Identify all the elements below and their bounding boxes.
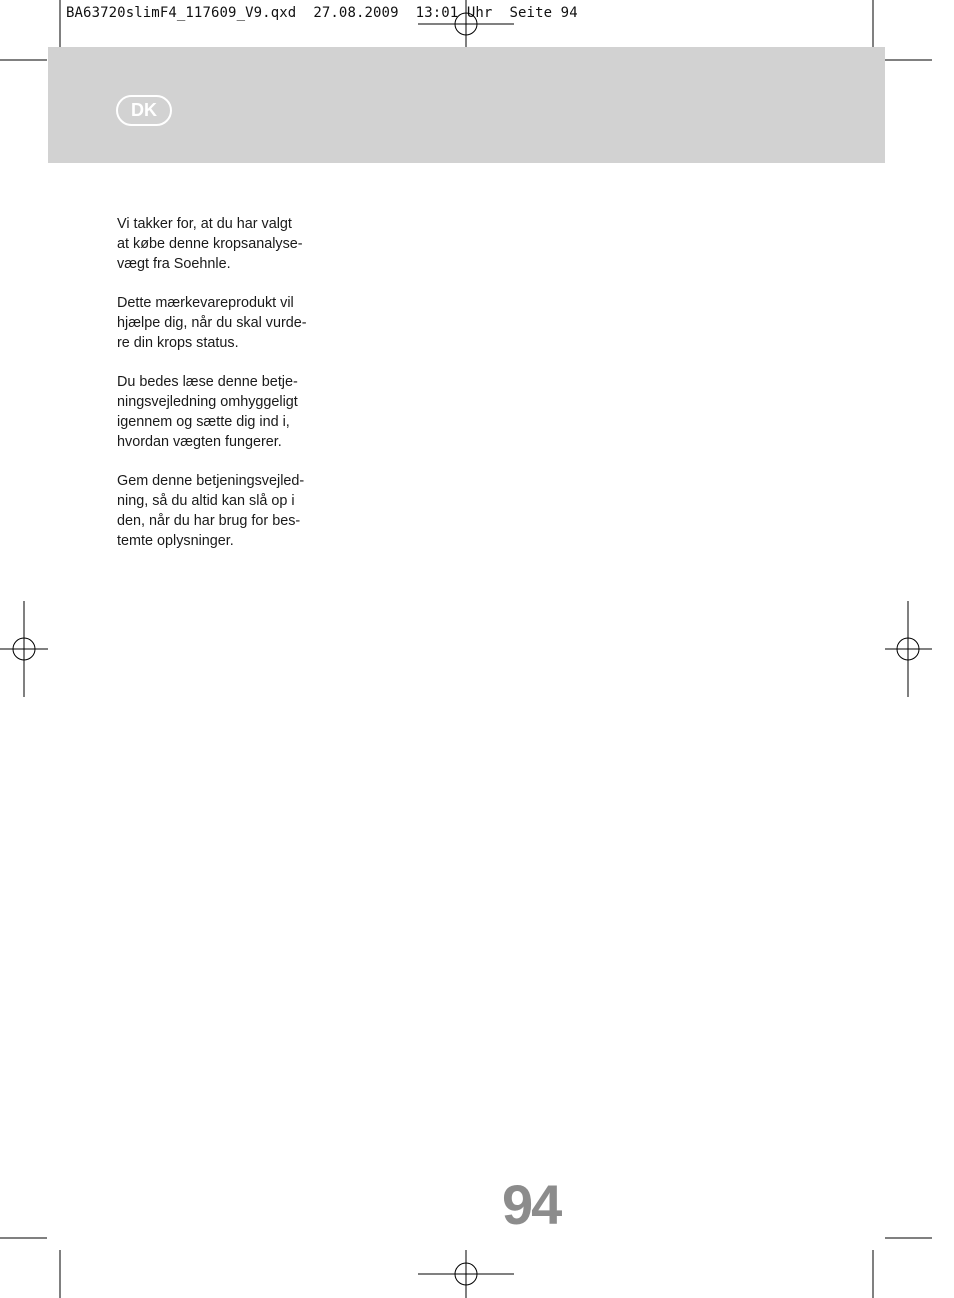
text-line: hvordan vægten fungerer.	[117, 433, 282, 450]
file-slug-line: BA63720slimF4_117609_V9.qxd 27.08.2009 13:01 Uhr Seite 94	[66, 5, 578, 21]
text-line: igennem og sætte dig ind i,	[117, 413, 290, 430]
text-line: Dette mærkevareprodukt vil	[117, 295, 294, 312]
text-line: ningsvejledning omhyggeligt	[117, 394, 298, 411]
text-line: hjælpe dig, når du skal vurde-	[117, 314, 307, 331]
registration-mark-right	[885, 601, 932, 697]
text-line: Vi takker for, at du har valgt	[117, 216, 292, 232]
text-line: ning, så du altid kan slå op i	[117, 493, 295, 510]
text-line: at købe denne kropsanalyse-	[117, 235, 303, 252]
text-line: Gem denne betjeningsvejled-	[117, 473, 305, 490]
registration-mark-top	[418, 0, 514, 47]
text-line: vægt fra Soehnle.	[117, 255, 231, 272]
text-line: re din krops status.	[117, 334, 239, 351]
registration-mark-bottom	[418, 1250, 514, 1298]
text-line: temte oplysninger.	[117, 532, 234, 549]
page-number: 94	[502, 1173, 561, 1236]
registration-mark-left	[0, 601, 48, 697]
language-badge: DK	[116, 95, 172, 126]
text-line: Du bedes læse denne betje-	[117, 374, 298, 391]
text-line: den, når du har brug for bes-	[117, 512, 301, 529]
